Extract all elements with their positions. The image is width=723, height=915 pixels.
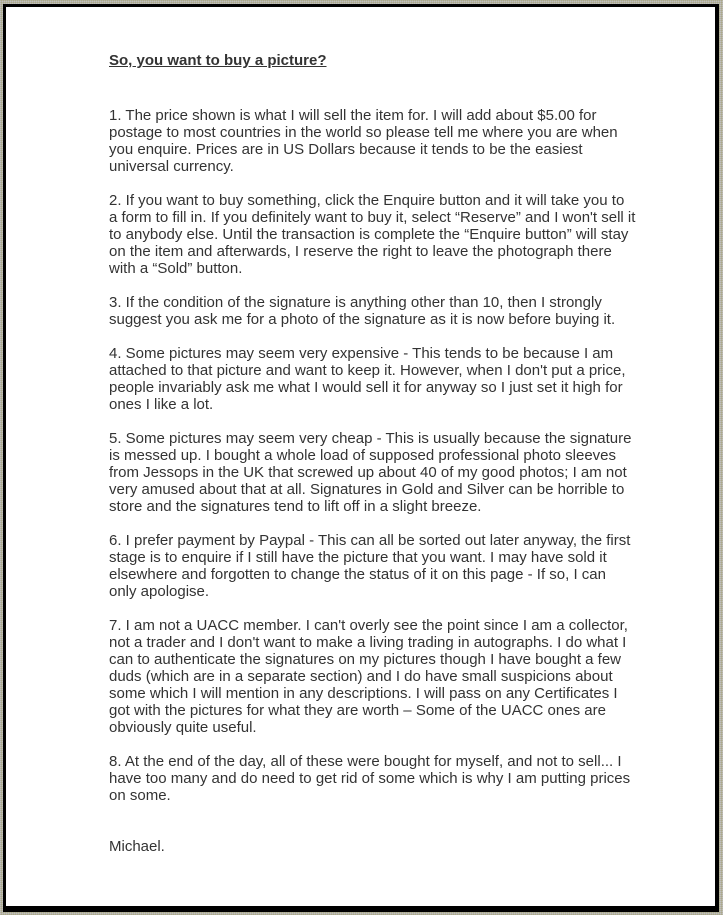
paragraph-1: 1. The price shown is what I will sell the item for. I will add about $5.00 for postage to most countries in the world so please tell me where you are when you enquire. Prices are in US Dollars because it tends to be the easiest universal currency. — [109, 107, 618, 175]
paragraph-5: 5. Some pictures may seem very cheap - This is usually because the signature is messed up. I bought a whole load of supposed professional photo sleeves from Jessops in the UK that screwed up about 40 of my good photos; I am not very amused about that at all. Signatures in Gold and Silver can be horrible to store and the signatures tend to lift off in a slight breeze. — [109, 430, 632, 515]
paragraph-7: 7. I am not a UACC member. I can't overly see the point since I am a collector, not a trader and I don't want to make a living trading in autographs. I do what I can to authenticate the signatures on my pictures though I have bought a few duds (which are in a separate section) and I do have small suspicions about some which I will mention in any descriptions. I will pass on any Certificates I got with the pictures for what they are worth – Some of the UACC ones are obviously quite useful. — [109, 617, 628, 736]
paragraph-4: 4. Some pictures may seem very expensive - This tends to be because I am attached to that picture and want to keep it. However, when I don't put a price, people invariably ask me what I would sell it for anyway so I just set it high for ones I like a lot. — [109, 345, 626, 413]
page-title: So, you want to buy a picture? — [109, 52, 327, 69]
paragraph-8: 8. At the end of the day, all of these were bought for myself, and not to sell... I have too many and do need to get rid of some which is why I am putting prices on some. — [109, 753, 631, 804]
document-content — [6, 7, 715, 855]
paragraph-2: 2. If you want to buy something, click the Enquire button and it will take you to a form to fill in. If you definitely want to buy it, select “Reserve” and I won't sell it to anybody else. Until the transaction is complete the “Enquire button” will stay on the item and afterwards, I reserve the right to leave the photograph there with a “Sold” button. — [109, 192, 636, 277]
document-page — [3, 4, 719, 912]
signature: Michael. — [109, 838, 165, 855]
paragraph-3: 3. If the condition of the signature is anything other than 10, then I strongly suggest you ask me for a photo of the signature as it is now before buying it. — [109, 294, 616, 328]
paragraph-6: 6. I prefer payment by Paypal - This can all be sorted out later anyway, the first stage is to enquire if I still have the picture that you want. I may have sold it elsewhere and forgotten to change the status of it on this page - If so, I can only apologise. — [109, 532, 631, 600]
